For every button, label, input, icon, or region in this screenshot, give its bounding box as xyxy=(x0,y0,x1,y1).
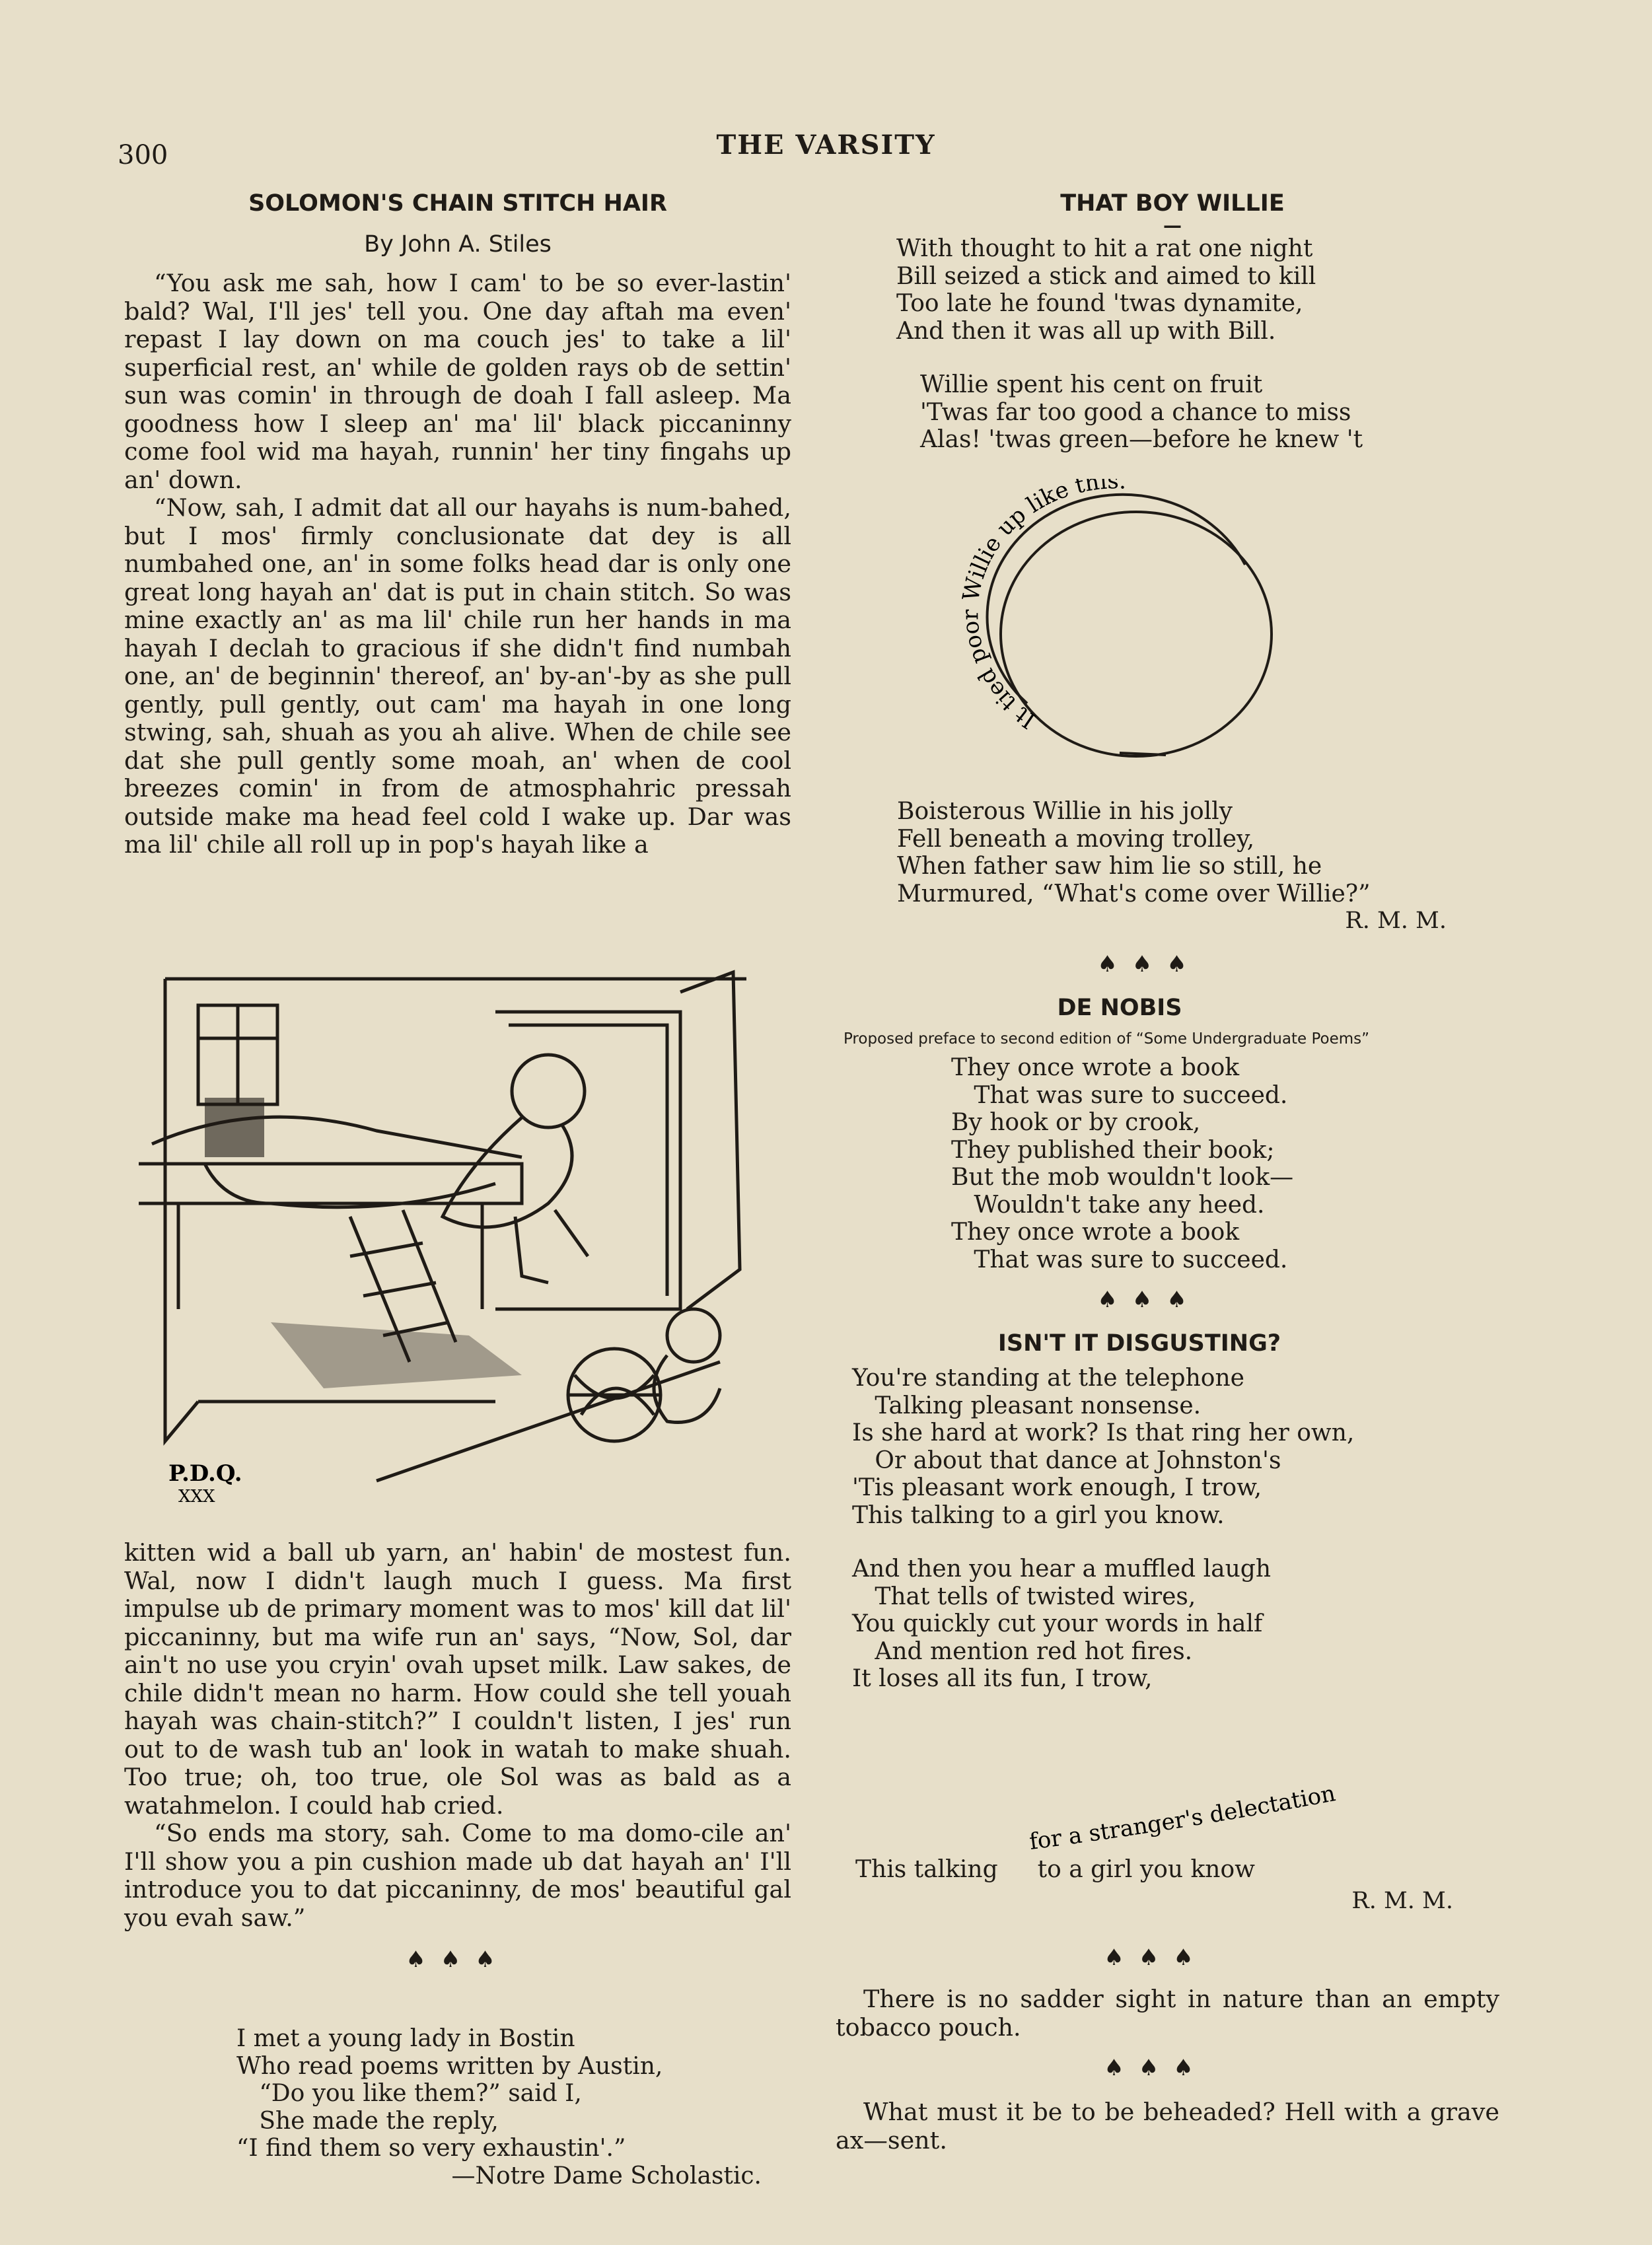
poem-line: And then you hear a muffled laugh xyxy=(852,1555,1272,1583)
poem-line: That tells of twisted wires, xyxy=(852,1583,1196,1610)
pouch-text: There is no sadder sight in nature than an empty tobacco pouch. xyxy=(836,1985,1499,2042)
poem-line: Boisterous Willie in his jolly xyxy=(897,798,1233,825)
poem-line: When father saw him lie so still, he xyxy=(897,853,1322,880)
poem-line: I met a young lady in Bostin xyxy=(236,2025,575,2052)
story-body-bottom xyxy=(124,1539,791,1973)
poem-line: Bill seized a stick and aimed to kill xyxy=(896,262,1316,290)
willie-stanza-1 xyxy=(836,235,1509,345)
denobis-title: DE NOBIS xyxy=(1057,995,1182,1021)
to-a-girl: to a girl you know xyxy=(1037,1856,1255,1883)
circle-text: It tied po illie up like this. xyxy=(961,479,1128,734)
poem-line: You quickly cut your words in half xyxy=(852,1610,1263,1637)
circle-drawing xyxy=(961,479,1318,789)
spade-divider: ♠♠♠ xyxy=(1104,1944,1208,1971)
poem-line: 'Tis pleasant work enough, I trow, xyxy=(852,1474,1262,1501)
page-number: 300 xyxy=(118,140,168,170)
poem-line: You're standing at the telephone xyxy=(852,1365,1244,1392)
right-column xyxy=(836,190,1509,454)
spade-divider: ♠♠♠ xyxy=(406,1946,510,1973)
poem-line: Who read poems written by Austin, xyxy=(236,2052,663,2080)
poem-line: Willie spent his cent on fruit xyxy=(920,371,1263,398)
masthead: THE VARSITY xyxy=(716,129,936,160)
beheaded-text: What must it be to be beheaded? Hell with a grave ax—sent. xyxy=(836,2098,1499,2155)
poem-line: Is she hard at work? Is that ring her own, xyxy=(852,1419,1355,1446)
poem-line: Or about that dance at Johnston's xyxy=(852,1446,1281,1474)
this-talking-line xyxy=(855,1856,1516,1884)
disgust-stanza-2 xyxy=(836,1555,1509,1693)
poem-line: Wouldn't take any heed. xyxy=(951,1191,1265,1219)
this-talking: This talking xyxy=(855,1856,998,1883)
poem-line: But the mob wouldn't look— xyxy=(951,1164,1294,1191)
poem-line: “Do you like them?” said I, xyxy=(236,2080,582,2107)
illustration-drawing xyxy=(126,966,793,1520)
spade-divider: ♠♠♠ xyxy=(1097,951,1202,978)
poem-line: Talking pleasant nonsense. xyxy=(852,1392,1202,1419)
right-column-bottom xyxy=(836,1888,1509,2155)
story-body-top xyxy=(124,269,791,859)
illustration-signature: P.D.Q. xyxy=(168,1460,242,1487)
curved-text-drawing xyxy=(1017,1744,1466,1863)
story-paragraph: “You ask me sah, how I cam' to be so ever-lastin' bald? Wal, I'll jes' tell you. One day aftah ma even' repast I lay down on ma couch jes' to take a lil' superficial rest, an' while de golden rays ob de settin' sun was comin' in through de doah I fall asleep. Ma goodness how I sleep an' ma' lil' black piccaninny come fool wid ma hayah, runnin' her tiny fingahs up an' down. xyxy=(124,269,791,494)
poem-line: They once wrote a book xyxy=(951,1054,1240,1081)
denobis-subtitle: Proposed preface to second edition of “Some Undergraduate Poems” xyxy=(843,1030,1370,1048)
bostin-poem xyxy=(236,2025,778,2190)
right-column-middle xyxy=(836,798,1509,1693)
left-column xyxy=(124,190,791,859)
story-paragraph: kitten wid a ball ub yarn, an' habin' de mostest fun. Wal, now I didn't laugh much I guess. Ma first impulse ub de primary moment was to mos' kill dat lil' piccaninny, but ma wife run an' says, “Now, Sol, dar ain't no use you cryin' ovah upset milk. Law sakes, de chile didn't mean no harm. How could she tell youah hayah was chain-stitch?” I couldn't listen, I jes' run out to de wash tub an' look in watah to make shuah. Too true; oh, too true, ole Sol was as bald as a watahmelon. I could hab cried. xyxy=(124,1538,791,1820)
pouch-paragraph xyxy=(836,1985,1499,2042)
poem-line: They once wrote a book xyxy=(951,1219,1240,1246)
circle-figure xyxy=(961,479,1318,789)
curved-text: for a stranger's delectation xyxy=(1027,1780,1338,1855)
poem-line: She made the reply, xyxy=(236,2107,499,2135)
poem-line: By hook or by crook, xyxy=(951,1109,1201,1136)
curved-line xyxy=(1017,1744,1466,1863)
willie-title: THAT BOY WILLIE xyxy=(1060,190,1285,217)
story-byline: By John A. Stiles xyxy=(364,231,552,258)
poem-line: And mention red hot fires. xyxy=(852,1637,1193,1665)
poem-line: Alas! 'twas green—before he knew 't xyxy=(920,426,1363,453)
spade-divider: ♠♠♠ xyxy=(1104,2055,1208,2081)
poem-line: Fell beneath a moving trolley, xyxy=(897,825,1255,853)
poem-line: With thought to hit a rat one night xyxy=(896,235,1313,262)
story-paragraph: “Now, sah, I admit dat all our hayahs is num-bahed, but I mos' firmly conclusionate dat dey is all numbahed one, an' in some folks head dar is only one great long hayah an' dat is put in chain stitch. So was mine exactly an' as ma lil' chile run her hands in ma hayah I declah to gracious if she didn't find numbah one, an' de beginnin' thereof, an' by-an'-by as she pull gently, pull gently, out cam' ma hayah in one long stwing, sah, shuah as you ah alive. When de chile see dat she pull gently some moah, an' when de cool breezes comin' in from de atmosphahric pressah outside make ma head feel cold I wake up. Dar was ma lil' chile all roll up in pop's hayah like a xyxy=(124,493,791,859)
willie-credit: R. M. M. xyxy=(1345,908,1447,934)
story-paragraph: “So ends ma story, sah. Come to ma domo-cile an' I'll show you a pin cushion made ub dat hayah an' I'll introduce you to dat piccaninny, de mos' beautiful gal you evah saw.” xyxy=(124,1819,791,1932)
poem-line: That was sure to succeed. xyxy=(951,1081,1288,1109)
poem-line: That was sure to succeed. xyxy=(951,1246,1288,1273)
poem-line: “I find them so very exhaustin'.” xyxy=(236,2135,626,2162)
denobis-poem xyxy=(836,1054,1509,1273)
poem-line: And then it was all up with Bill. xyxy=(896,317,1276,345)
disgust-title: ISN'T IT DISGUSTING? xyxy=(997,1330,1281,1357)
spade-divider: ♠♠♠ xyxy=(1097,1287,1202,1313)
poem-line: 'Twas far too good a chance to miss xyxy=(920,398,1351,426)
disgust-stanza-1 xyxy=(836,1365,1509,1529)
story-title: SOLOMON'S CHAIN STITCH HAIR xyxy=(248,190,667,217)
poem-line: It loses all its fun, I trow, xyxy=(852,1665,1153,1692)
willie-stanza-3 xyxy=(836,798,1509,908)
disgust-credit: R. M. M. xyxy=(1351,1888,1453,1914)
title-dash: — xyxy=(1163,215,1182,236)
illustration xyxy=(126,966,793,1520)
poem-line: They published their book; xyxy=(951,1136,1275,1164)
poem-line: Murmured, “What's come over Willie?” xyxy=(897,880,1371,908)
poem-line: This talking to a girl you know. xyxy=(852,1501,1225,1529)
poem-line: Too late he found 'twas dynamite, xyxy=(896,290,1303,317)
illustration-signature-2: XXX xyxy=(178,1487,215,1507)
beheaded-paragraph xyxy=(836,2098,1499,2155)
willie-stanza-2 xyxy=(836,371,1509,454)
poem-credit: —Notre Dame Scholastic. xyxy=(451,2162,762,2190)
